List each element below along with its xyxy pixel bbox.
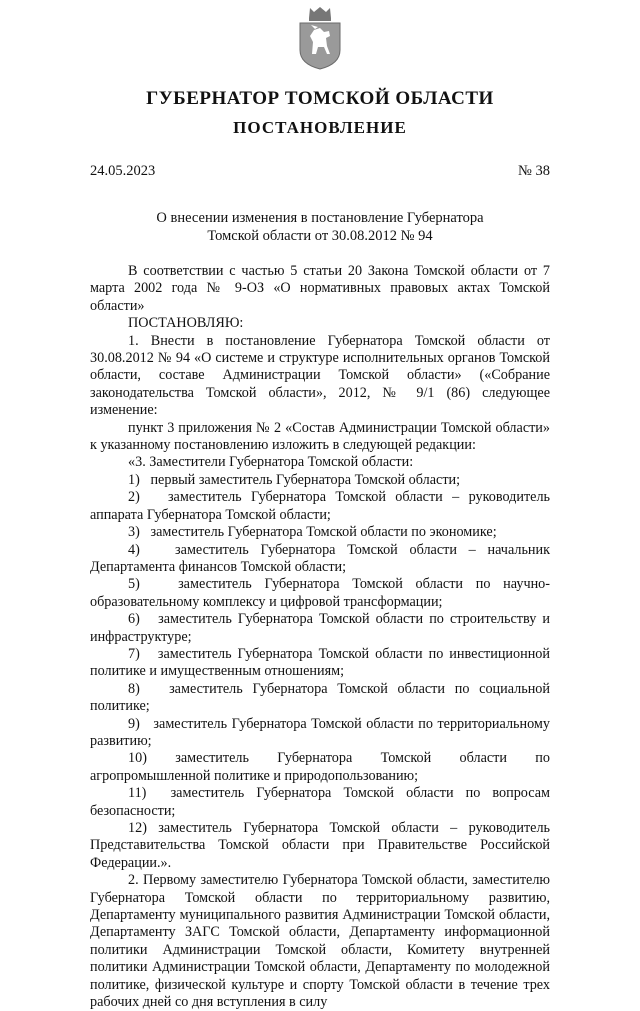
list-item: 7) заместитель Губернатора Томской области по инвестиционной политике и имущественным отношениям; <box>90 645 550 680</box>
list-item: 12) заместитель Губернатора Томской области – руководитель Представительства Томской области при Правительстве Российской Федерации.». <box>90 820 550 871</box>
clause-paragraph: 1. Внести в постановление Губернатора Томской области от 30.08.2012 № 94 «О системе и структуре исполнительных органов Томской области, составе Администрации Томской области» («Собрание законодательства Томской области», 2012, № 9/1 (86) следующее изменение: <box>90 332 550 419</box>
list-item: 8) заместитель Губернатора Томской области по социальной политике; <box>90 680 550 715</box>
list-item: 1) первый заместитель Губернатора Томской области; <box>128 471 461 488</box>
decree-word: ПОСТАНОВЛЯЮ: <box>128 315 244 332</box>
tomsk-coat-of-arms-icon <box>296 6 344 70</box>
clause-paragraph: пункт 3 приложения № 2 «Состав Администрации Томской области» к указанному постановлению изложить в следующей редакции: <box>90 419 550 454</box>
document-body <box>90 263 550 1011</box>
document-number: № 38 <box>518 163 550 179</box>
subject-line: О внесении изменения в постановление Губернатора <box>156 210 484 226</box>
list-item: 5) заместитель Губернатора Томской области по научно-образовательному комплексу и цифровой трансформации; <box>90 576 550 610</box>
document-date: 24.05.2023 <box>90 163 156 179</box>
subject-line: Томской области от 30.08.2012 № 94 <box>207 228 433 244</box>
list-item: 3) заместитель Губернатора Томской области по экономике; <box>128 524 497 541</box>
document-subject <box>90 209 550 245</box>
list-item: 6) заместитель Губернатора Томской области по строительству и инфраструктуре; <box>90 611 550 645</box>
list-item: 2) заместитель Губернатора Томской области – руководитель аппарата Губернатора Томской области; <box>90 489 550 523</box>
document-type-heading: ПОСТАНОВЛЕНИЕ <box>233 118 407 137</box>
list-heading: «3. Заместители Губернатора Томской области: <box>128 454 414 471</box>
list-item: 10) заместитель Губернатора Томской области по агропромышленной политике и природопользованию; <box>90 750 550 784</box>
clause-paragraph: 2. Первому заместителю Губернатора Томской области, заместителю Губернатора Томской области по территориальному развитию, Департаменту муниципального развития Администрации Томской области, Департаменту ЗАГС Томской области, Департаменту информационной политики Администрации Томской области, Комитету внутренней политики Администрации Томской области, Департаменту по молодежной политике, физической культуре и спорту Томской области в течение трех рабочих дней со дня вступления в силу <box>90 872 550 1011</box>
preamble-paragraph: В соответствии с частью 5 статьи 20 Закона Томской области от 7 марта 2002 года № 9-ОЗ «О нормативных правовых актах Томской области» <box>90 263 550 314</box>
list-item: 11) заместитель Губернатора Томской области по вопросам безопасности; <box>90 785 550 819</box>
list-item: 9) заместитель Губернатора Томской области по территориальному развитию; <box>90 715 550 749</box>
list-item: 4) заместитель Губернатора Томской области – начальник Департамента финансов Томской области; <box>90 541 550 575</box>
issuer-heading: ГУБЕРНАТОР ТОМСКОЙ ОБЛАСТИ <box>146 88 494 109</box>
